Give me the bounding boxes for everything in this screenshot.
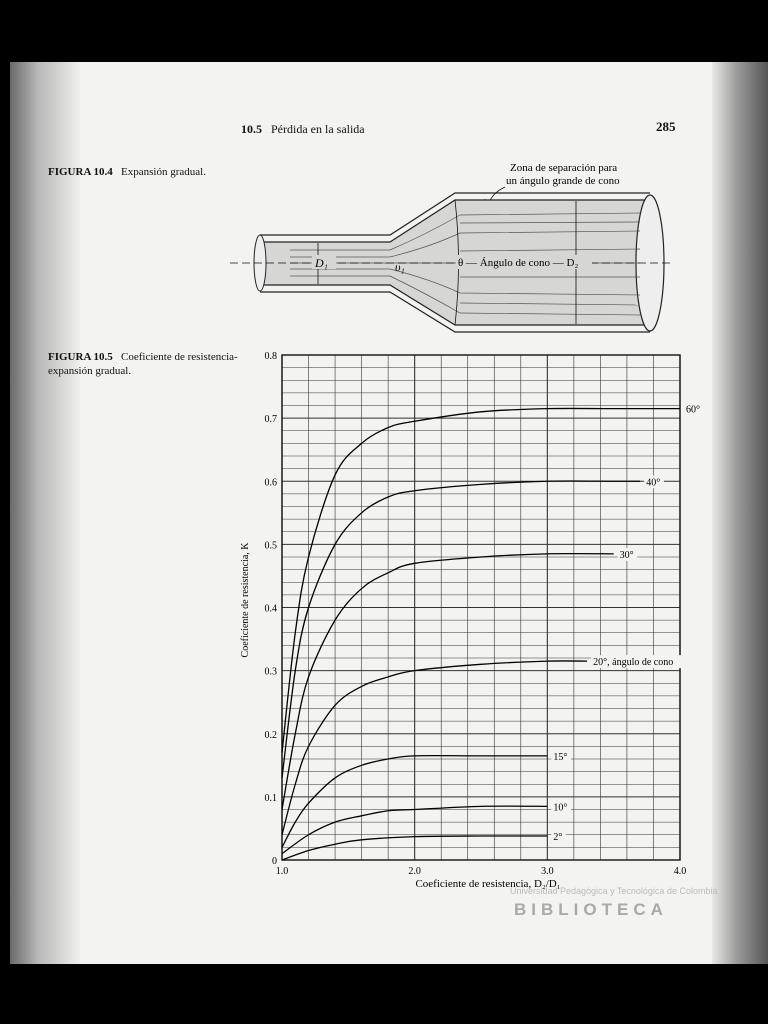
scan-shadow-right <box>712 62 768 964</box>
y-tick-label: 0.2 <box>264 729 277 741</box>
running-header <box>241 122 365 137</box>
resistance-coefficient-chart <box>230 340 700 895</box>
cone-angle-label: θ — Ángulo de cono — D₂ <box>458 257 579 269</box>
y-tick-label: 0 <box>272 856 277 867</box>
scan-border-top <box>10 0 768 62</box>
library-stamp-line2: BIBLIOTECA <box>514 900 668 919</box>
figure-10-5-label: FIGURA 10.5 <box>48 351 113 363</box>
y-axis-label: Coeficiente de resistencia, K <box>240 542 251 658</box>
curve-label: 10° <box>553 802 568 814</box>
scan-border-bottom <box>0 964 768 1024</box>
y-tick-label: 0.7 <box>264 414 277 426</box>
curve-0 <box>282 408 680 752</box>
separation-zone-label-1: Zona de separación para <box>510 162 618 174</box>
curve-label: 40° <box>646 477 661 489</box>
x-tick-label: 3.0 <box>541 866 554 877</box>
curve-label: 30° <box>619 549 634 561</box>
x-axis-label: Coeficiente de resistencia, D₂/D₁ <box>415 878 561 890</box>
library-stamp-line1: Universidad Pedagógica y Tecnológica de Colombia <box>510 886 718 896</box>
figure-10-5-caption-text: Coeficiente de resistencia-expansión gradual. <box>48 351 238 377</box>
y-tick-label: 0.5 <box>264 540 277 552</box>
x-tick-label: 2.0 <box>408 866 421 877</box>
y-tick-label: 0.4 <box>264 603 277 615</box>
figure-10-4-label: FIGURA 10.4 <box>48 166 113 178</box>
figure-10-4-caption-text: Expansión gradual. <box>121 166 206 178</box>
v1-label: υ₁ <box>395 260 405 274</box>
figure-10-5-caption <box>48 350 238 378</box>
y-tick-label: 0.8 <box>264 351 277 362</box>
curve-2 <box>282 554 614 810</box>
separation-zone-label-2: un ángulo grande de cono <box>506 175 620 187</box>
page-number: 285 <box>656 119 676 134</box>
figure-10-4-caption <box>48 165 206 179</box>
section-number: 10.5 <box>241 122 262 136</box>
curve-label: 2° <box>553 832 563 844</box>
scan-shadow-left <box>10 62 80 964</box>
chart-grid <box>282 355 680 860</box>
y-tick-label: 0.3 <box>264 666 277 678</box>
y-tick-label: 0.6 <box>264 477 277 489</box>
d1-label: D₁ <box>315 256 328 270</box>
chart-ticks <box>265 351 687 877</box>
curve-label: 20°, ángulo de cono <box>593 657 674 669</box>
chart-curves <box>282 403 700 860</box>
curve-label: 60° <box>686 404 700 416</box>
curve-label: 15° <box>553 751 568 763</box>
expansion-diagram <box>230 155 670 335</box>
y-tick-label: 0.1 <box>264 792 277 804</box>
section-title: Pérdida en la salida <box>271 122 365 136</box>
x-tick-label: 4.0 <box>673 866 687 877</box>
x-tick-label: 1.0 <box>275 866 289 877</box>
